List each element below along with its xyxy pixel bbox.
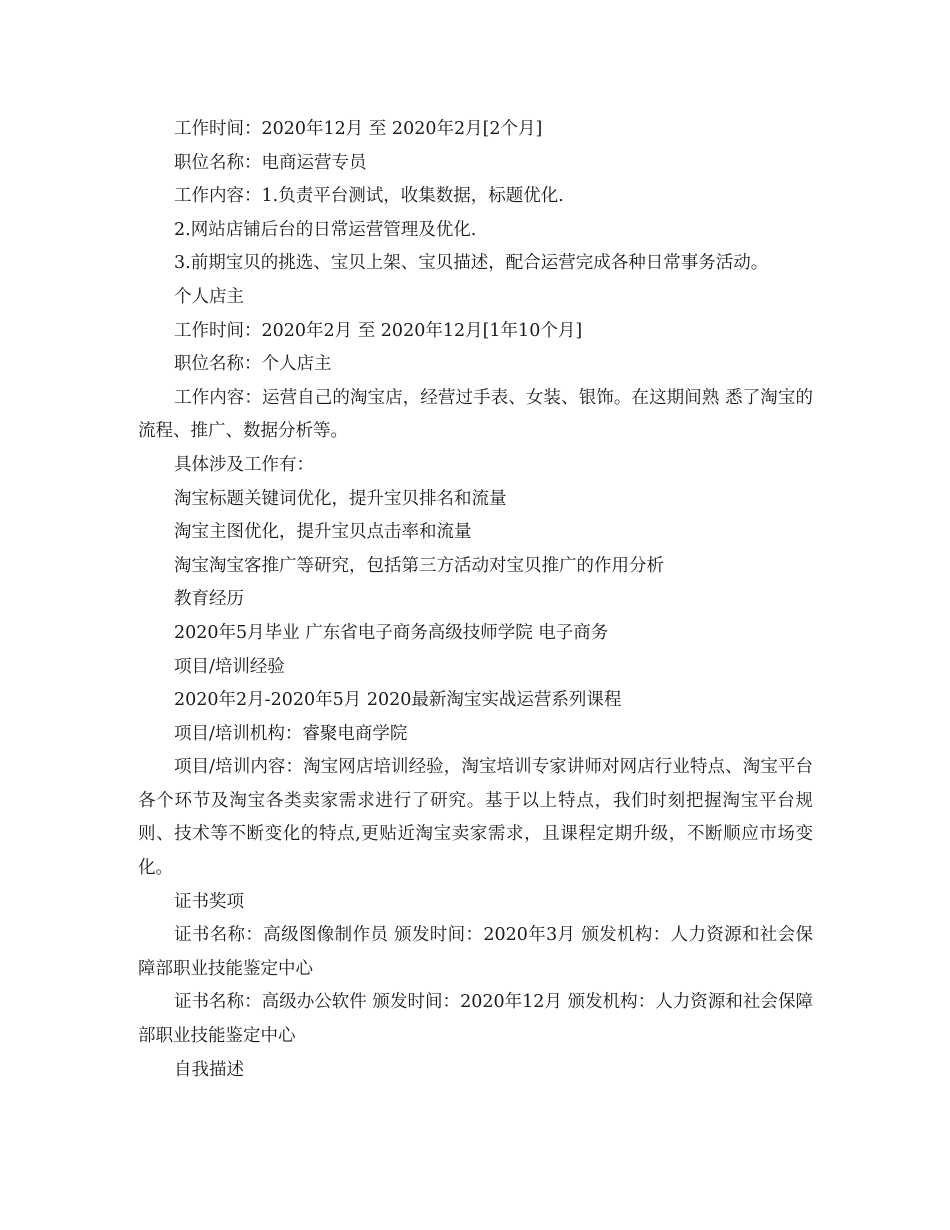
duty-item-3: 淘宝淘宝客推广等研究，包括第三方活动对宝贝推广的作用分析 [174,555,664,576]
section-heading-self-description: 自我描述 [174,1059,244,1080]
duties-heading: 具体涉及工作有： [174,454,314,475]
training-content: 项目/培训内容：淘宝网店培训经验，淘宝培训专家讲师对网店行业特点、淘宝平台各个环节及淘宝各类卖家需求进行了研究。基于以上特点，我们时刻把握淘宝平台规则、技术等不断变化的特点,更贴近淘宝卖家需求，且课程定期升级，不断顺应市场变化。 [138,757,813,879]
section-heading-education: 教育经历 [174,589,244,610]
job-title-1: 职位名称：电商运营专员 [174,152,367,173]
section-heading-personal-shop: 个人店主 [174,286,244,307]
training-institution: 项目/培训机构：睿聚电商学院 [174,723,408,744]
work-time-2: 工作时间：2020年2月 至 2020年12月[1年10个月] [174,320,583,341]
certificate-1: 证书名称：高级图像制作员 颁发时间：2020年3月 颁发机构：人力资源和社会保障部职业技能鉴定中心 [138,925,813,979]
job-content-2: 工作内容：运营自己的淘宝店，经营过手表、女装、银饰。在这期间熟 悉了淘宝的流程、推广、数据分析等。 [138,387,813,442]
education-entry: 2020年5月毕业 广东省电子商务高级技师学院 电子商务 [174,622,609,643]
section-heading-training: 项目/培训经验 [174,656,285,677]
job-content-1-item-3: 3.前期宝贝的挑选、宝贝上架、宝贝描述，配合运营完成各种日常事务活动。 [174,253,769,274]
job-content-1: 工作内容：1.负责平台测试，收集数据，标题优化. [174,186,564,207]
job-title-2: 职位名称：个人店主 [174,354,332,375]
section-heading-certificates: 证书奖项 [174,891,244,912]
duty-item-1: 淘宝标题关键词优化，提升宝贝排名和流量 [174,488,507,509]
document-body [138,113,813,1087]
certificate-2: 证书名称：高级办公软件 颁发时间：2020年12月 颁发机构：人力资源和社会保障部职业技能鉴定中心 [138,992,813,1047]
duty-item-2: 淘宝主图优化，提升宝贝点击率和流量 [174,522,472,543]
work-time-1: 工作时间：2020年12月 至 2020年2月[2个月] [174,119,543,139]
training-course: 2020年2月-2020年5月 2020最新淘宝实战运营系列课程 [174,690,622,711]
job-content-1-item-2: 2.网站店铺后台的日常运营管理及优化. [174,219,477,240]
